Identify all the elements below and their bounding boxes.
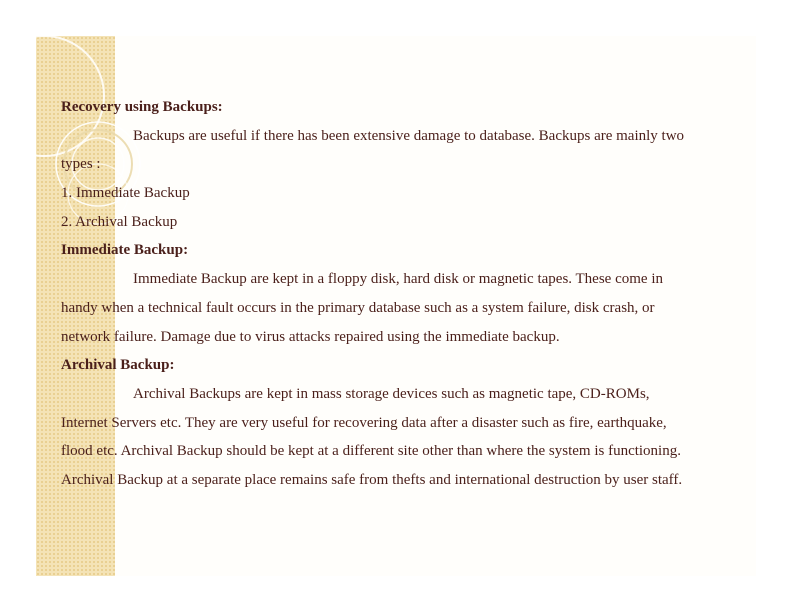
slide	[36, 36, 756, 576]
paragraph-line: Immediate Backup are kept in a floppy disk, hard disk or magnetic tapes. These come in	[133, 271, 663, 288]
paragraph-line: flood etc. Archival Backup should be kept at a different site other than where the system is functioning.	[61, 443, 681, 460]
paragraph-line: Archival Backup at a separate place remains safe from thefts and international destruction by user staff.	[61, 471, 683, 488]
heading-recovery-using-backups: Recovery using Backups:	[61, 99, 223, 115]
paragraph-line: Archival Backups are kept in mass storage devices such as magnetic tape, CD-ROMs,	[133, 385, 650, 402]
heading-archival-backup: Archival Backup:	[61, 357, 175, 374]
list-item: 1. Immediate Backup	[61, 185, 190, 202]
paragraph-line: network failure. Damage due to virus attacks repaired using the immediate backup.	[61, 328, 560, 345]
paragraph-line: handy when a technical fault occurs in the primary database such as a system failure, disk crash, or	[61, 299, 655, 316]
list-item: 2. Archival Backup	[61, 213, 178, 230]
paragraph-line: Backups are useful if there has been extensive damage to database. Backups are mainly two	[133, 127, 685, 144]
slide-body	[61, 93, 741, 495]
paragraph-line: Internet Servers etc. They are very useful for recovering data after a disaster such as fire, earthquake,	[61, 414, 667, 431]
heading-immediate-backup: Immediate Backup:	[61, 242, 189, 259]
paragraph-line: types :	[61, 156, 101, 173]
